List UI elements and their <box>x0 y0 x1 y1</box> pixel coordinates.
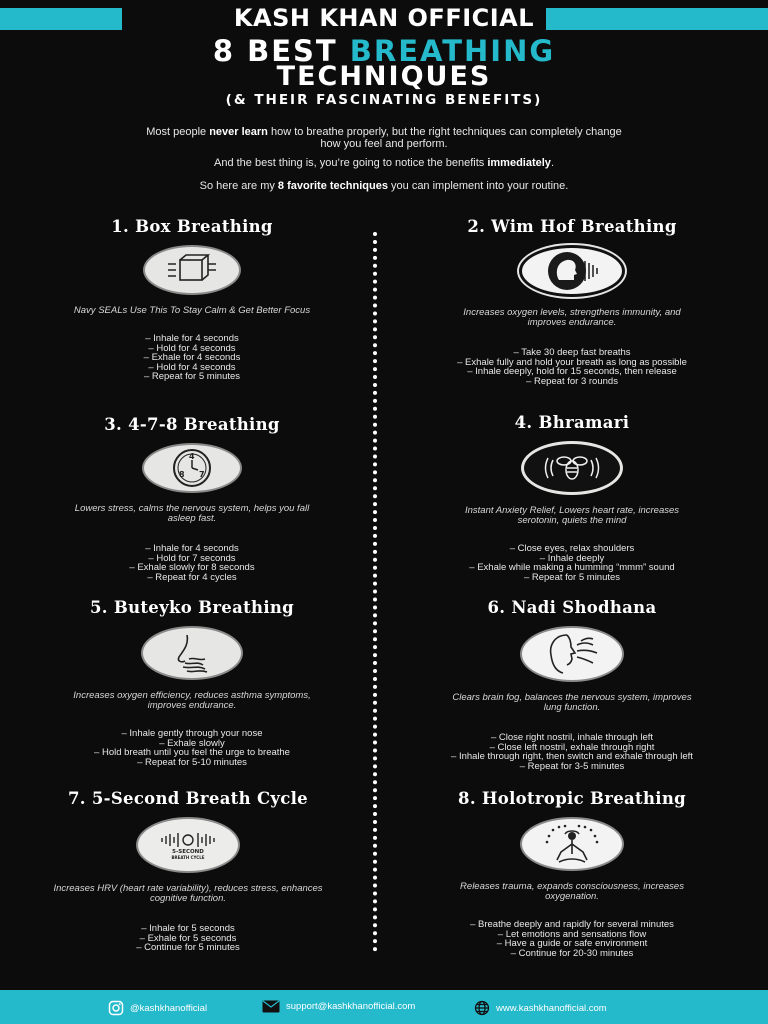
list-item: – Hold breath until you feel the urge to breathe <box>94 747 290 758</box>
email-address[interactable]: support@kashkhanofficial.com <box>286 1001 416 1012</box>
list-item: – Breathe deeply and rapidly for several minutes <box>470 919 674 930</box>
steps-list <box>447 733 697 771</box>
list-item: – Inhale for 4 seconds <box>145 543 239 554</box>
section-title: 4. Bhramari <box>514 413 630 432</box>
list-item: – Inhale deeply <box>539 552 605 564</box>
email-icon <box>262 1000 280 1013</box>
intro-paragraph-2: And the best thing is, you’re going to notice the benefits immediately. <box>213 157 554 169</box>
list-item: – Hold for 7 seconds <box>148 552 236 564</box>
list-item: – Inhale gently through your nose <box>121 728 263 739</box>
list-item: – Repeat for 5 minutes <box>143 371 241 382</box>
list-item: – Take 30 deep fast breaths <box>513 347 631 358</box>
title-prefix: 8 BEST <box>212 34 350 68</box>
technique-4-7-8 <box>32 415 352 582</box>
section-description: Clears brain fog, balances the nervous system, improves lung function. <box>452 692 692 713</box>
list-item: – Exhale for 4 seconds <box>143 352 241 363</box>
section-description: Instant Anxiety Relief, Lowers heart rate, increases serotonin, quiets the mind <box>464 505 680 526</box>
list-item: – Repeat for 4 cycles <box>147 571 237 583</box>
footer-instagram[interactable] <box>108 1000 207 1016</box>
list-item: – Repeat for 3-5 minutes <box>519 760 625 772</box>
section-title: 7. 5-Second Breath Cycle <box>68 789 308 808</box>
technique-holotropic <box>412 789 732 958</box>
section-title: 1. Box Breathing <box>111 217 273 236</box>
list-item: – Hold for 4 seconds <box>148 342 236 354</box>
list-item: – Inhale deeply, hold for 15 seconds, then release <box>467 366 677 377</box>
list-item: – Close right nostril, inhale through left <box>490 732 654 743</box>
globe-icon <box>474 1000 490 1016</box>
intro-paragraph-3: So here are my 8 favorite techniques you can implement into your routine. <box>199 180 569 192</box>
meditation-figure-icon <box>520 817 624 871</box>
section-description: Navy SEALs Use This To Stay Calm & Get Better Focus <box>73 305 311 316</box>
section-description: Increases HRV (heart rate variability), reduces stress, enhances cognitive function. <box>53 883 323 904</box>
page-subtitle: (& THEIR FASCINATING BENEFITS) <box>225 92 543 108</box>
head-breath-icon <box>519 245 625 297</box>
list-item: – Exhale fully and hold your breath as long as possible <box>457 356 687 368</box>
title-accent: BREATHING <box>349 34 556 68</box>
list-item: – Inhale for 4 seconds <box>145 333 239 344</box>
nose-breath-icon <box>141 626 243 680</box>
svg-text:4: 4 <box>189 452 195 461</box>
page-title-line2: TECHNIQUES <box>276 61 492 92</box>
section-description: Releases trauma, expands consciousness, increases oxygenation. <box>460 881 684 902</box>
icon-caption-2: BREATH CYCLE <box>171 854 205 860</box>
technique-5-second-cycle <box>28 789 348 953</box>
steps-list <box>32 334 352 382</box>
clock-478-icon <box>142 443 242 493</box>
list-item: – Close left nostril, exhale through right <box>489 741 655 753</box>
website-url[interactable]: www.kashkhanofficial.com <box>496 1002 607 1014</box>
section-title: 3. 4-7-8 Breathing <box>104 415 280 434</box>
list-item: – Exhale slowly for 8 seconds <box>129 562 255 573</box>
list-item: – Exhale for 5 seconds <box>139 932 237 944</box>
list-item: – Exhale while making a humming “mmm” sound <box>469 562 675 573</box>
intro-paragraph-1: Most people never learn how to breathe properly, but the right techniques can completely change how you feel and perform. <box>146 126 622 150</box>
steps-list <box>28 924 348 953</box>
steps-list <box>447 920 697 958</box>
list-item: – Repeat for 5 minutes <box>523 571 621 583</box>
face-profile-icon <box>520 626 624 682</box>
technique-wim-hof <box>412 217 732 386</box>
technique-buteyko <box>32 598 352 767</box>
instagram-handle[interactable]: @kashkhanofficial <box>130 1002 208 1014</box>
list-item: – Close eyes, relax shoulders <box>509 543 635 554</box>
column-divider <box>373 232 377 952</box>
bee-icon <box>521 441 623 495</box>
list-item: – Repeat for 3 rounds <box>526 375 618 387</box>
icon-caption-1: 5-SECOND <box>172 848 204 855</box>
section-title: 2. Wim Hof Breathing <box>467 217 677 236</box>
list-item: – Let emotions and sensations flow <box>497 928 647 940</box>
technique-box-breathing <box>32 217 352 382</box>
box-cube-icon <box>143 245 241 295</box>
list-item: – Repeat for 5-10 minutes <box>137 756 247 768</box>
footer-email[interactable] <box>262 1000 415 1013</box>
steps-list <box>32 729 352 767</box>
section-description: Increases oxygen levels, strengthens immunity, and improves endurance. <box>463 307 681 328</box>
list-item: – Have a guide or safe environment <box>496 938 648 949</box>
list-item: – Inhale for 5 seconds <box>141 923 235 934</box>
svg-text:7: 7 <box>199 470 205 479</box>
section-description: Increases oxygen efficiency, reduces asthma symptoms, improves endurance. <box>73 690 311 711</box>
steps-list <box>412 544 732 582</box>
section-title: 5. Buteyko Breathing <box>89 598 295 617</box>
brand-name: KASH KHAN OFFICIAL <box>233 4 535 32</box>
section-title: 8. Holotropic Breathing <box>458 789 686 808</box>
list-item: – Hold for 4 seconds <box>148 361 236 373</box>
technique-nadi-shodhana <box>412 598 732 771</box>
list-item: – Exhale slowly <box>159 737 225 749</box>
instagram-icon <box>108 1000 124 1016</box>
steps-list <box>32 544 352 582</box>
list-item: – Inhale through right, then switch and exhale through left <box>451 751 693 762</box>
svg-text:8: 8 <box>179 470 185 479</box>
technique-bhramari <box>412 413 732 582</box>
section-title: 6. Nadi Shodhana <box>487 598 657 617</box>
footer-website[interactable] <box>474 1000 607 1016</box>
steps-list <box>437 348 707 386</box>
list-item: – Continue for 5 minutes <box>136 942 240 953</box>
waveform-icon <box>136 817 240 873</box>
list-item: – Continue for 20-30 minutes <box>510 947 634 959</box>
section-description: Lowers stress, calms the nervous system, helps you fall asleep fast. <box>74 503 310 524</box>
